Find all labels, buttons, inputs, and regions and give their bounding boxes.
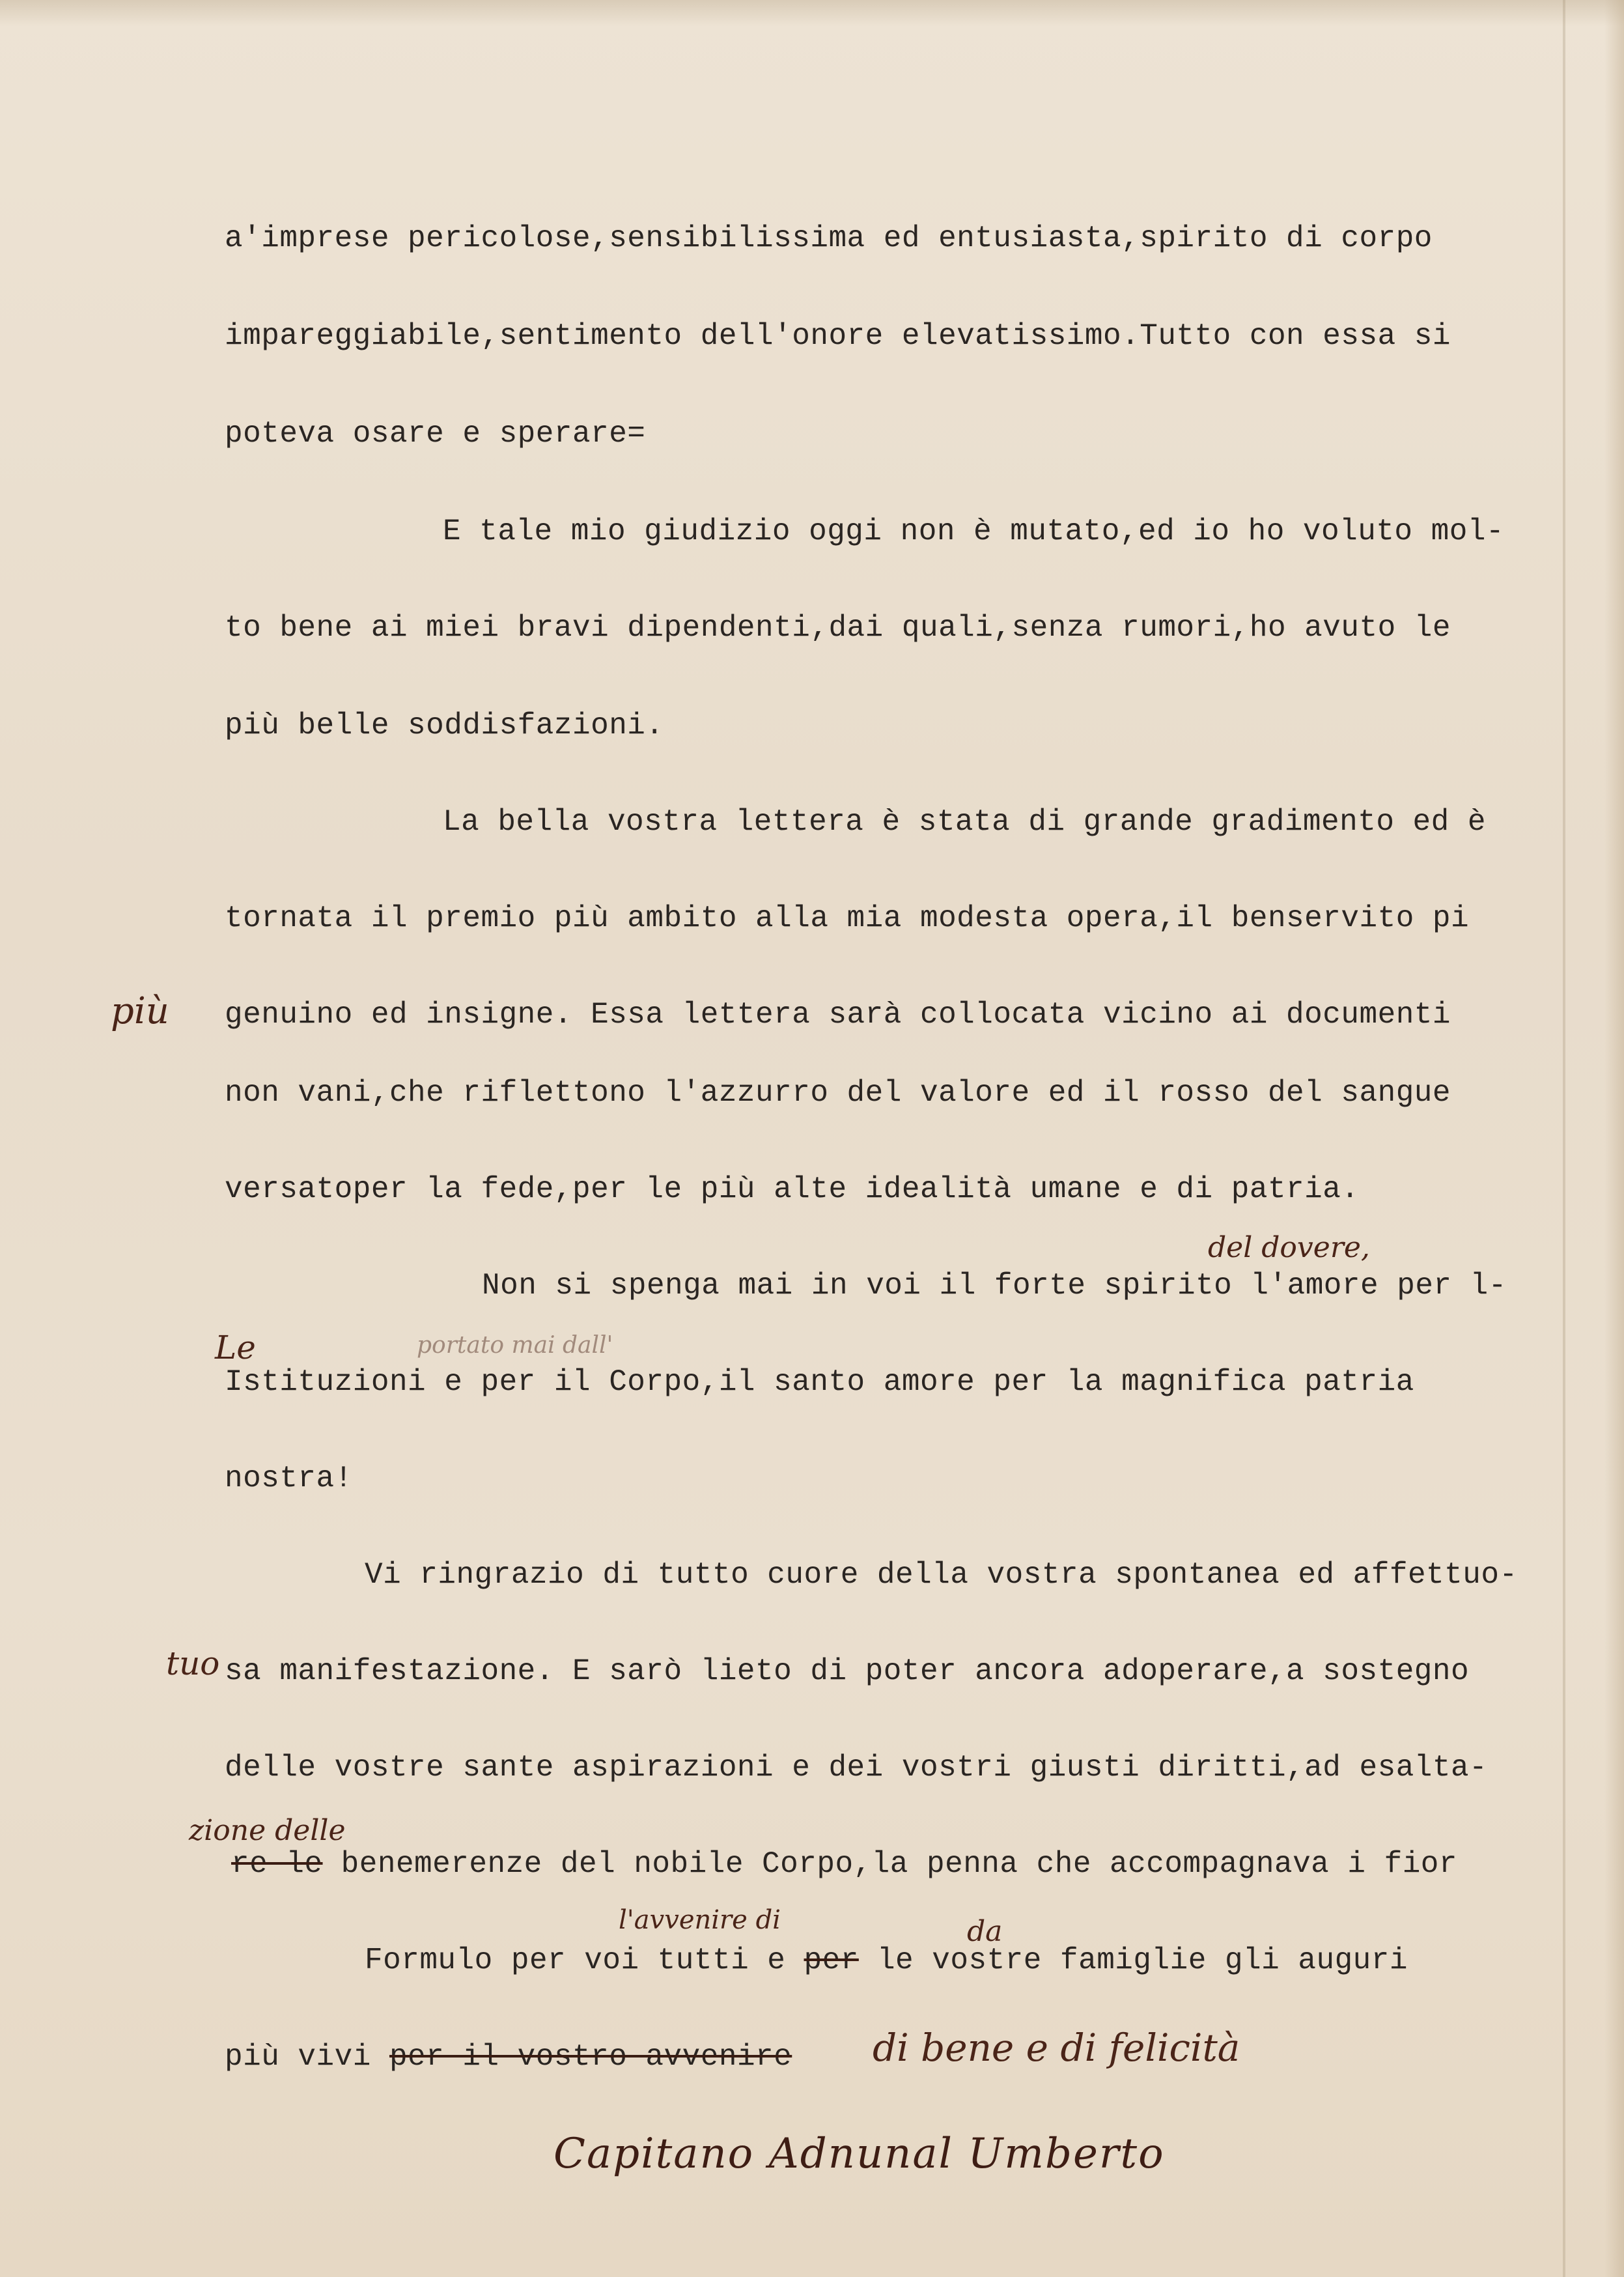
- margin-note-tuo: tuo: [166, 1645, 220, 1682]
- line-14: nostra!: [225, 1462, 353, 1495]
- line-19: [365, 1944, 1408, 1977]
- line-18-text: benemerenze del nobile Corpo,la penna che accompagnava i fior: [341, 1847, 1458, 1881]
- line-1: a'imprese pericolose,sensibilissima ed entusiasta,spirito di corpo: [225, 221, 1433, 255]
- margin-note-piu: più: [111, 990, 169, 1032]
- line-19-tail: le vostre famiglie gli auguri: [876, 1944, 1408, 1977]
- line-3: poteva osare e sperare=: [225, 417, 646, 451]
- line-10: non vani,che riflettono l'azzurro del valore ed il rosso del sangue: [225, 1076, 1451, 1110]
- line-5: to bene ai miei bravi dipendenti,dai quali,senza rumori,ho avuto le: [225, 611, 1451, 645]
- line-8: tornata il premio più ambito alla mia modesta opera,il benservito pi: [225, 901, 1470, 935]
- line-9: genuino ed insigne. Essa lettera sarà collocata vicino ai documenti: [225, 998, 1451, 1032]
- line-18: [231, 1847, 1457, 1881]
- line-6: più belle soddisfazioni.: [225, 709, 664, 742]
- line-11: versatoper la fede,per le più alte idealità umane e di patria.: [225, 1172, 1360, 1206]
- line-4: E tale mio giudizio oggi non è mutato,ed io ho voluto mol-: [443, 515, 1505, 548]
- line-21-text: più vivi: [225, 2040, 371, 2074]
- note-zione-delle: zione delle: [189, 1814, 346, 1847]
- line-7: La bella vostra lettera è stata di grande gradimento ed è: [443, 805, 1486, 839]
- struck-avvenire: per il vostro avvenire: [389, 2040, 792, 2074]
- line-21: [225, 2040, 792, 2074]
- line-2: impareggiabile,sentimento dell'onore elevatissimo.Tutto con essa si: [225, 319, 1451, 353]
- line-16: sa manifestazione. E sarò lieto di poter ancora adoperare,a sostegno: [225, 1654, 1470, 1688]
- line-15: Vi ringrazio di tutto cuore della vostra spontanea ed affettuo-: [365, 1558, 1518, 1592]
- struck-re-le: re le: [231, 1847, 323, 1881]
- note-del-dovere: del dovere,: [1208, 1231, 1370, 1264]
- margin-note-le: Le: [215, 1329, 256, 1366]
- note-portato: portato mai dall': [417, 1332, 613, 1359]
- line-12: Non si spenga mai in voi il forte spirito l'amore per l-: [482, 1269, 1507, 1303]
- note-avvenire: l'avvenire di: [619, 1905, 781, 1935]
- line-13: Istituzioni e per il Corpo,il santo amore per la magnifica patria: [225, 1365, 1414, 1399]
- struck-per: per: [804, 1944, 859, 1977]
- note-bene-felicita: di bene e di felicità: [873, 2026, 1240, 2070]
- signature: Capitano Adnunal Umberto: [553, 2130, 1165, 2178]
- line-19-text: Formulo per voi tutti e: [365, 1944, 786, 1977]
- note-da: da: [967, 1915, 1003, 1948]
- line-17: delle vostre sante aspirazioni e dei vostri giusti diritti,ad esalta-: [225, 1751, 1488, 1785]
